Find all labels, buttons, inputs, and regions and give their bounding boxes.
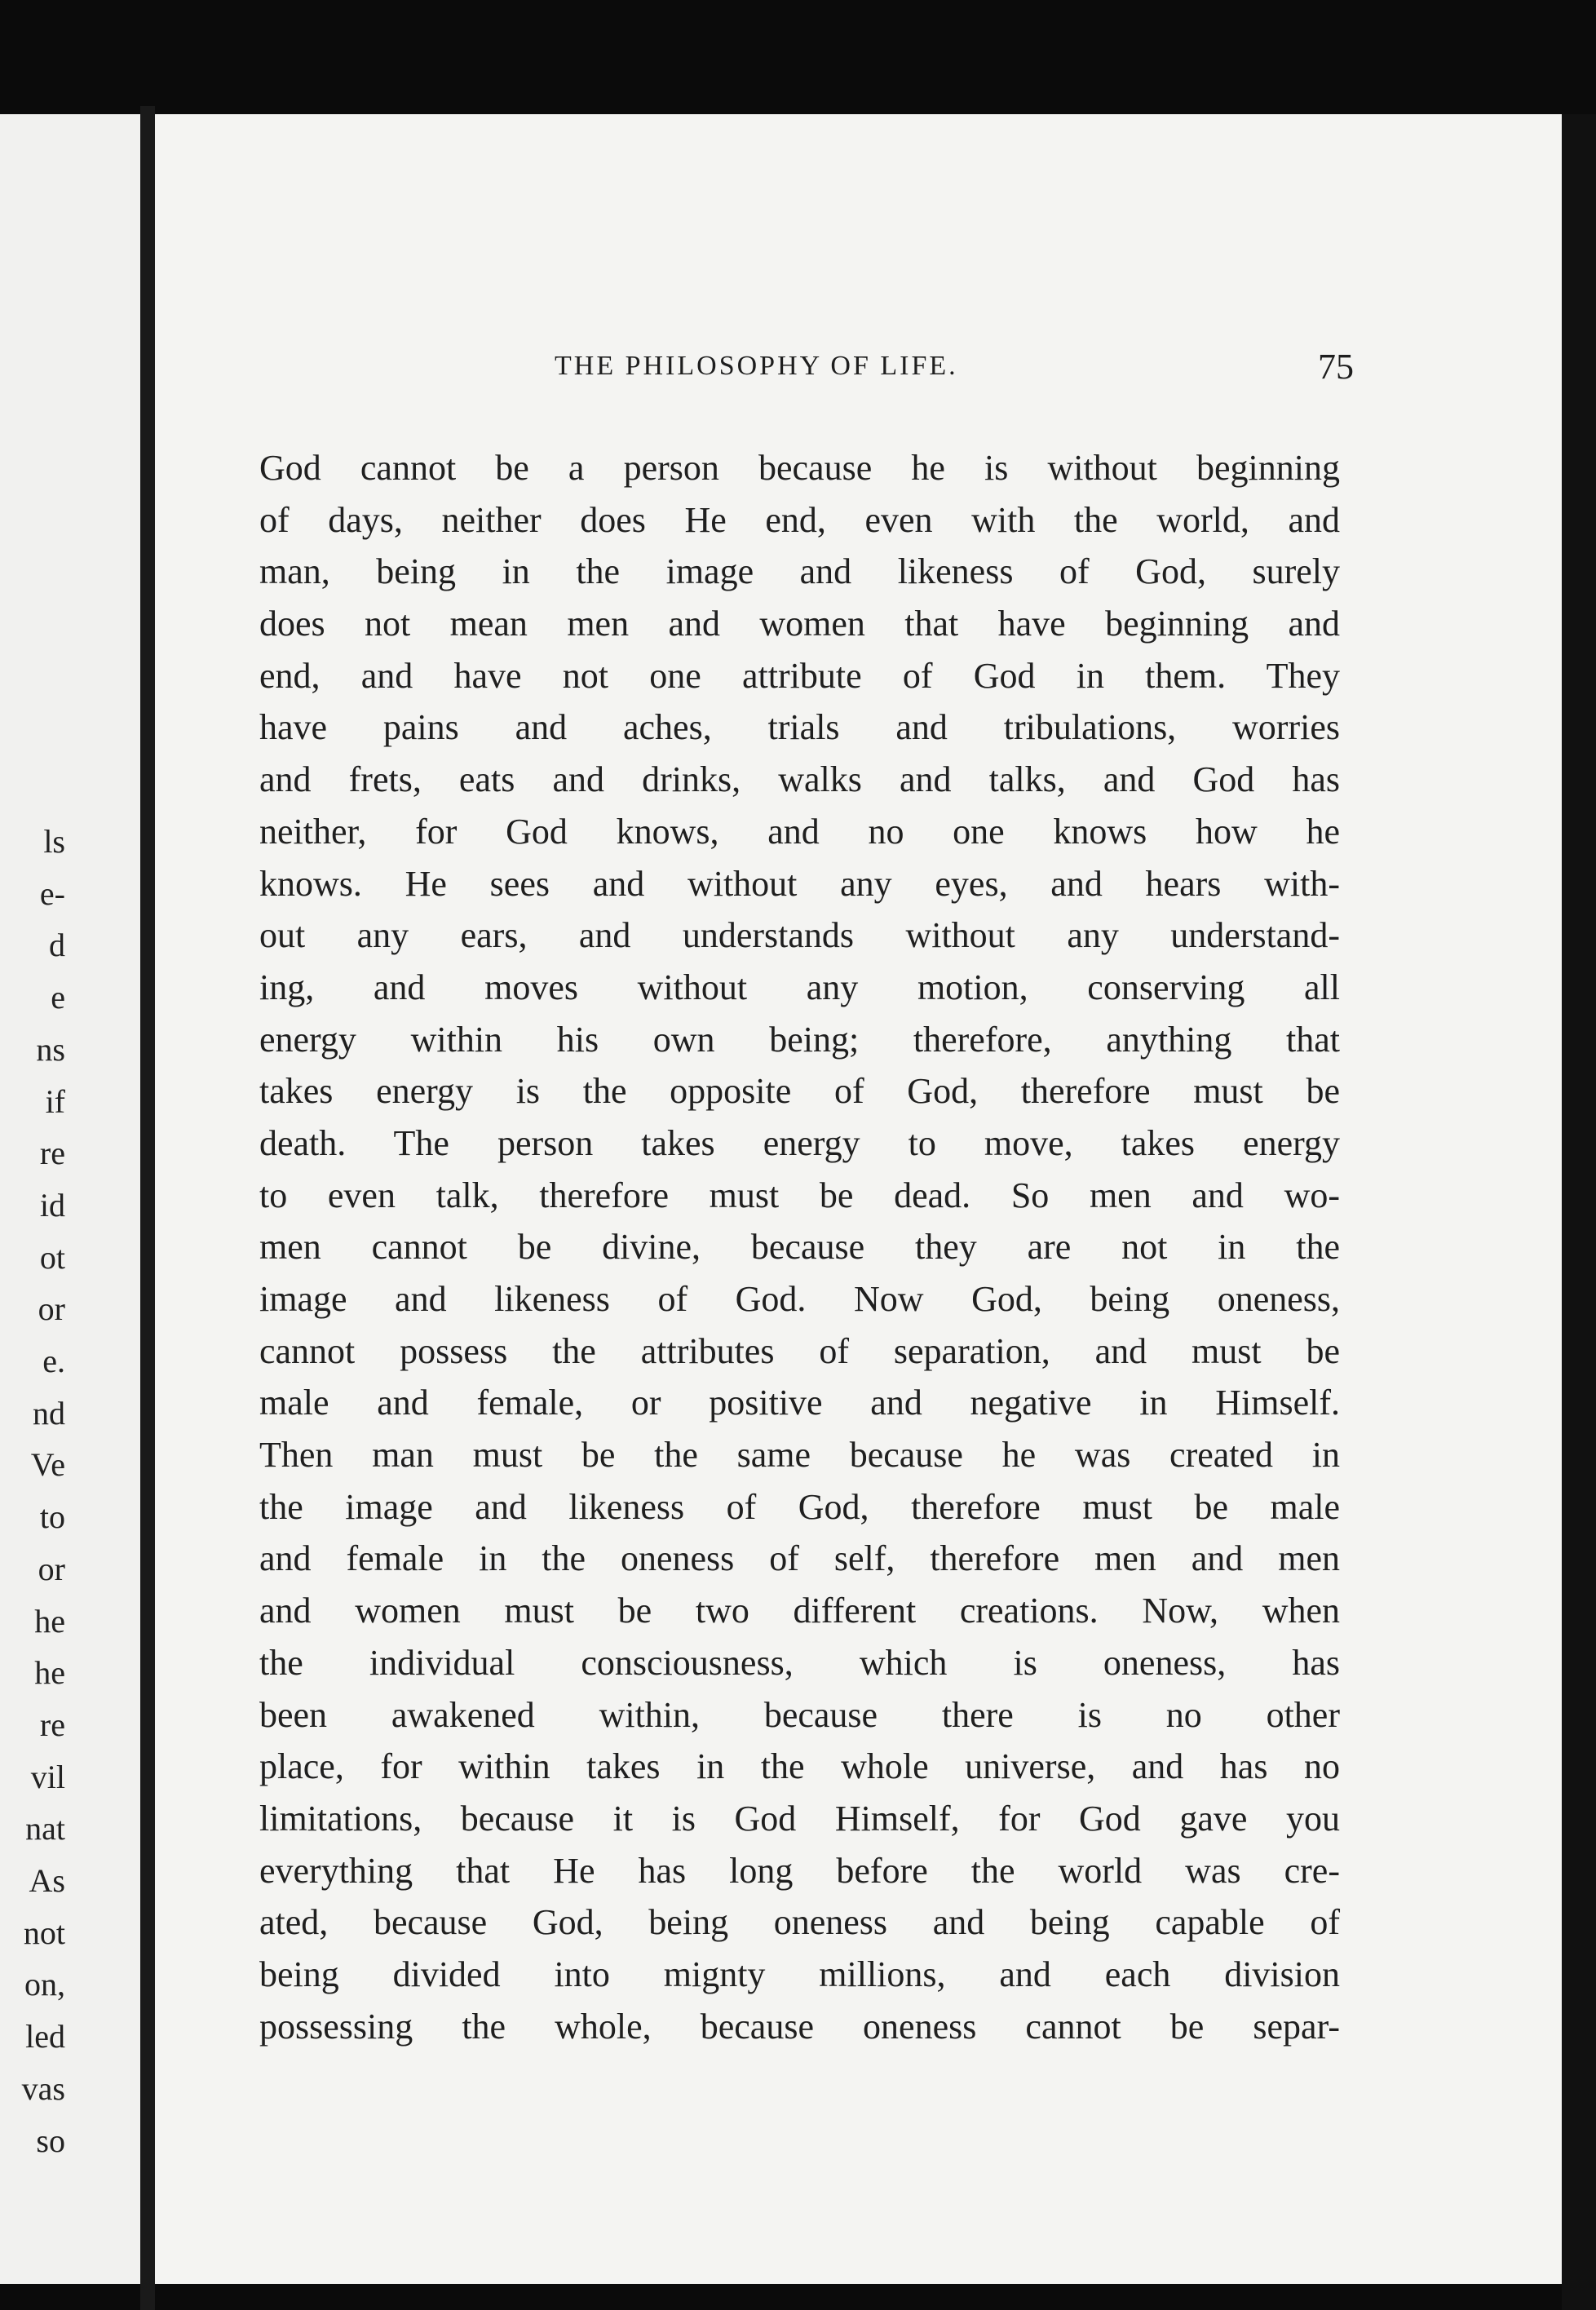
facing-page-fragment: nd: [33, 1394, 65, 1432]
book-gutter: [140, 106, 155, 2310]
facing-page-fragment: d: [49, 927, 65, 964]
facing-page-fragment: re: [39, 1706, 65, 1743]
body-text: [259, 442, 1340, 2052]
text-line: out any ears, and understands without any understand-: [259, 915, 1340, 956]
text-line: death. The person takes energy to move, takes energy: [259, 1122, 1340, 1163]
text-line: possessing the whole, because oneness cannot be separ-: [259, 2006, 1340, 2047]
text-line: end, and have not one attribute of God in them. They: [259, 655, 1340, 696]
text-line: and female in the oneness of self, therefore men and men: [259, 1538, 1340, 1579]
facing-page-fragment: vil: [30, 1758, 65, 1795]
text-line: male and female, or positive and negative in Himself.: [259, 1383, 1340, 1423]
page-edge: [1562, 114, 1596, 2310]
facing-page-fragment: ls: [43, 823, 65, 860]
facing-page-fragment: he: [34, 1602, 65, 1640]
text-line: cannot possess the attributes of separation, and must be: [259, 1330, 1340, 1371]
facing-page-fragment: e.: [42, 1343, 65, 1380]
text-line: being divided into mignty millions, and each division: [259, 1954, 1340, 1994]
text-line: men cannot be divine, because they are not in the: [259, 1227, 1340, 1268]
running-head: [555, 347, 1354, 400]
text-line: ing, and moves without any motion, conserving all: [259, 967, 1340, 1007]
text-line: neither, for God knows, and no one knows how he: [259, 811, 1340, 852]
text-line: have pains and aches, trials and tribulations, worries: [259, 707, 1340, 748]
facing-page-text: [0, 816, 65, 2166]
text-line: to even talk, therefore must be dead. So men and wo-: [259, 1175, 1340, 1215]
facing-page-fragment: Ve: [30, 1446, 65, 1484]
text-line: does not mean men and women that have beginning and: [259, 604, 1340, 644]
text-line: man, being in the image and likeness of God, surely: [259, 551, 1340, 592]
facing-page-fragment: if: [45, 1082, 65, 1120]
facing-page-fragment: ot: [39, 1238, 65, 1276]
text-line: the individual consciousness, which is oneness, has: [259, 1642, 1340, 1683]
page-number: 75: [1318, 347, 1354, 387]
facing-page-fragment: vas: [21, 2069, 65, 2107]
facing-page-fragment: re: [39, 1135, 65, 1172]
text-line: limitations, because it is God Himself, for God gave you: [259, 1798, 1340, 1839]
text-line: image and likeness of God. Now God, being oneness,: [259, 1279, 1340, 1319]
facing-page-fragment: e: [51, 979, 65, 1016]
facing-page-fragment: or: [38, 1290, 65, 1328]
text-line: God cannot be a person because he is without beginning: [259, 448, 1340, 488]
text-line: and women must be two different creations. Now, when: [259, 1591, 1340, 1631]
facing-page-fragment: to: [39, 1498, 65, 1536]
facing-page-fragment: id: [39, 1186, 65, 1224]
facing-page-fragment: not: [23, 1914, 65, 1951]
text-line: of days, neither does He end, even with the world, and: [259, 499, 1340, 540]
facing-page-fragment: As: [29, 1862, 65, 1900]
facing-page-fragment: he: [34, 1654, 65, 1692]
facing-page-fragment: so: [36, 2122, 65, 2159]
text-line: ated, because God, being oneness and being capable of: [259, 1902, 1340, 1943]
facing-page-fragment: on,: [24, 1966, 65, 2003]
facing-page-fragment: ns: [36, 1030, 65, 1068]
text-line: Then man must be the same because he was created in: [259, 1435, 1340, 1476]
facing-page-fragment: led: [25, 2018, 65, 2056]
facing-page-fragment: nat: [25, 1810, 65, 1848]
facing-page: [0, 114, 140, 2284]
text-line: and frets, eats and drinks, walks and talks, and God has: [259, 759, 1340, 800]
facing-page-fragment: e-: [39, 874, 65, 912]
facing-page-fragment: or: [38, 1550, 65, 1587]
text-line: energy within his own being; therefore, anything that: [259, 1019, 1340, 1060]
text-line: everything that He has long before the world was cre-: [259, 1850, 1340, 1891]
running-title: THE PHILOSOPHY OF LIFE.: [555, 351, 958, 381]
text-line: been awakened within, because there is no other: [259, 1694, 1340, 1735]
text-line: the image and likeness of God, therefore must be male: [259, 1486, 1340, 1527]
text-line: place, for within takes in the whole universe, and has no: [259, 1746, 1340, 1787]
text-line: takes energy is the opposite of God, therefore must be: [259, 1071, 1340, 1112]
text-line: knows. He sees and without any eyes, and hears with-: [259, 863, 1340, 904]
